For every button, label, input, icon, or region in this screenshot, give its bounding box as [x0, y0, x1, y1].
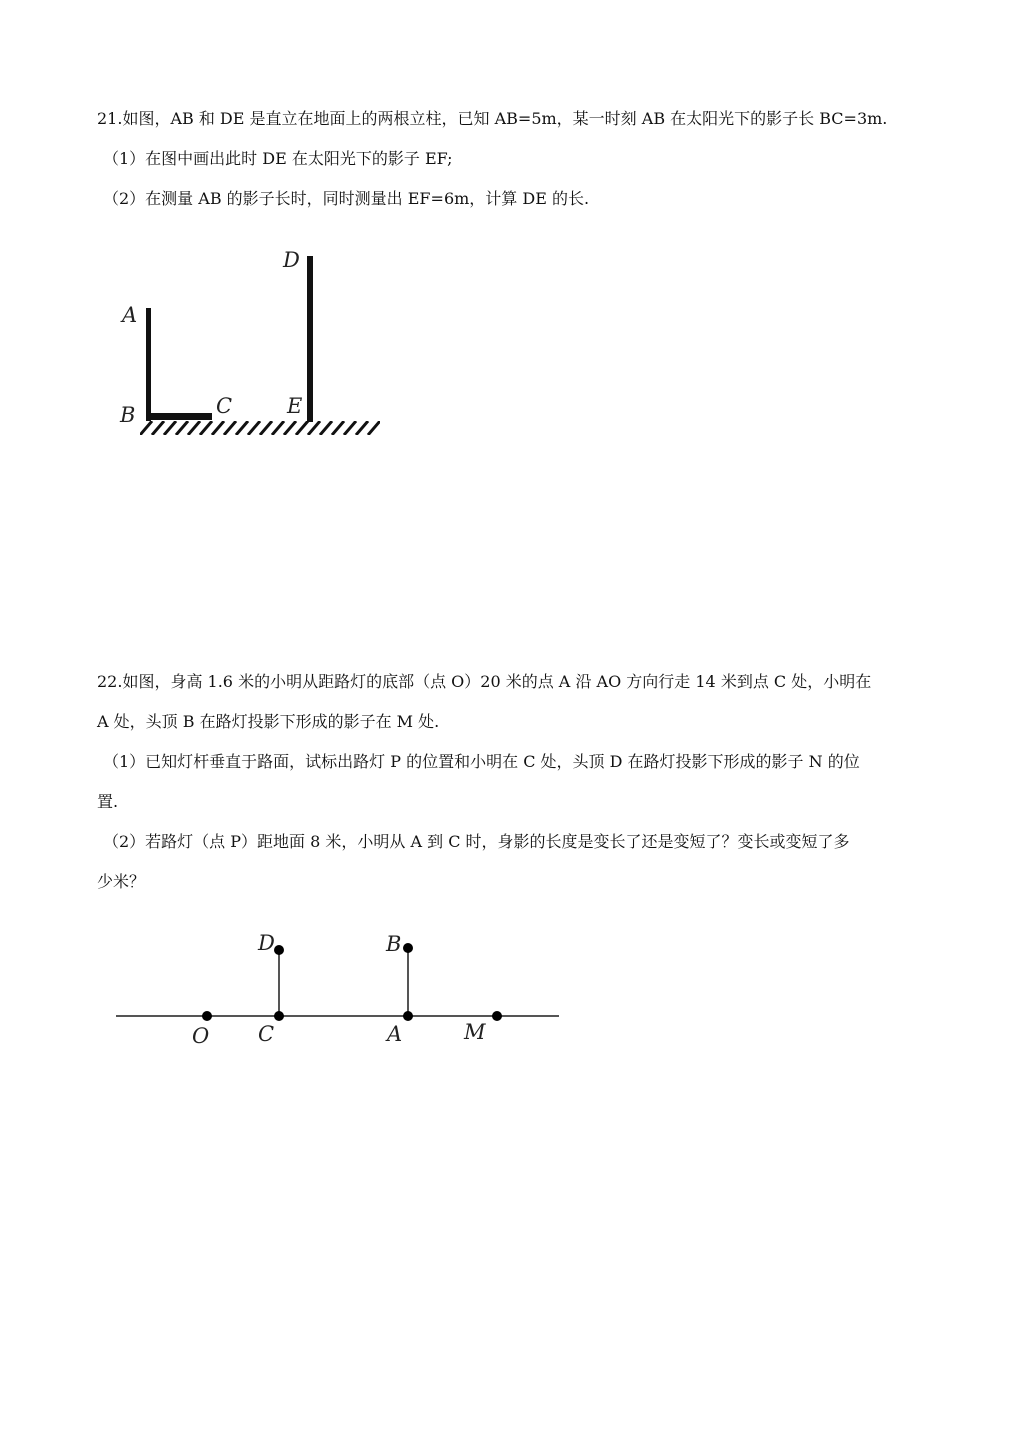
point-o — [202, 1011, 212, 1021]
q22-figure — [110, 920, 570, 1060]
ground-hatching — [140, 421, 380, 435]
label-d: D — [258, 931, 275, 955]
q21-part2: （2）在测量 AB 的影子长时，同时测量出 EF=6m，计算 DE 的长. — [103, 189, 590, 208]
q21-figure — [110, 240, 400, 450]
q22-stem-line1: 22.如图，身高 1.6 米的小明从距路灯的底部（点 O）20 米的点 A 沿 AO 方向行走 14 米到点 C 处，小明在 — [97, 672, 872, 691]
label-o: O — [192, 1024, 210, 1048]
pole-ab — [146, 308, 151, 421]
label-a: A — [387, 1022, 403, 1046]
point-d — [274, 945, 284, 955]
label-a: A — [122, 303, 138, 327]
point-m — [492, 1011, 502, 1021]
point-a — [403, 1011, 413, 1021]
label-m: M — [464, 1020, 486, 1044]
label-b: B — [386, 932, 402, 956]
point-c — [274, 1011, 284, 1021]
q21-stem: 21.如图，AB 和 DE 是直立在地面上的两根立柱，已知 AB=5m，某一时刻 AB 在太阳光下的影子长 BC=3m. — [97, 109, 888, 128]
shadow-bc — [146, 413, 212, 420]
q22-part2-line1: （2）若路灯（点 P）距地面 8 米，小明从 A 到 C 时，身影的长度是变长了还是变短了？变长或变短了多 — [103, 832, 850, 851]
label-c: C — [216, 394, 233, 418]
q21-part1: （1）在图中画出此时 DE 在太阳光下的影子 EF; — [103, 149, 453, 168]
q22-part1-line2: 置. — [97, 792, 119, 811]
q22-part1-line1: （1）已知灯杆垂直于路面，试标出路灯 P 的位置和小明在 C 处，头顶 D 在路灯投影下形成的影子 N 的位 — [103, 752, 860, 771]
pole-de — [307, 256, 313, 422]
point-b — [403, 943, 413, 953]
q22-part2-line2: 少米？ — [97, 872, 146, 891]
label-b: B — [120, 403, 136, 427]
label-e: E — [287, 394, 303, 418]
label-d: D — [283, 248, 300, 272]
label-c: C — [258, 1022, 275, 1046]
q22-stem-line2: A 处，头顶 B 在路灯投影下形成的影子在 M 处. — [97, 712, 440, 731]
